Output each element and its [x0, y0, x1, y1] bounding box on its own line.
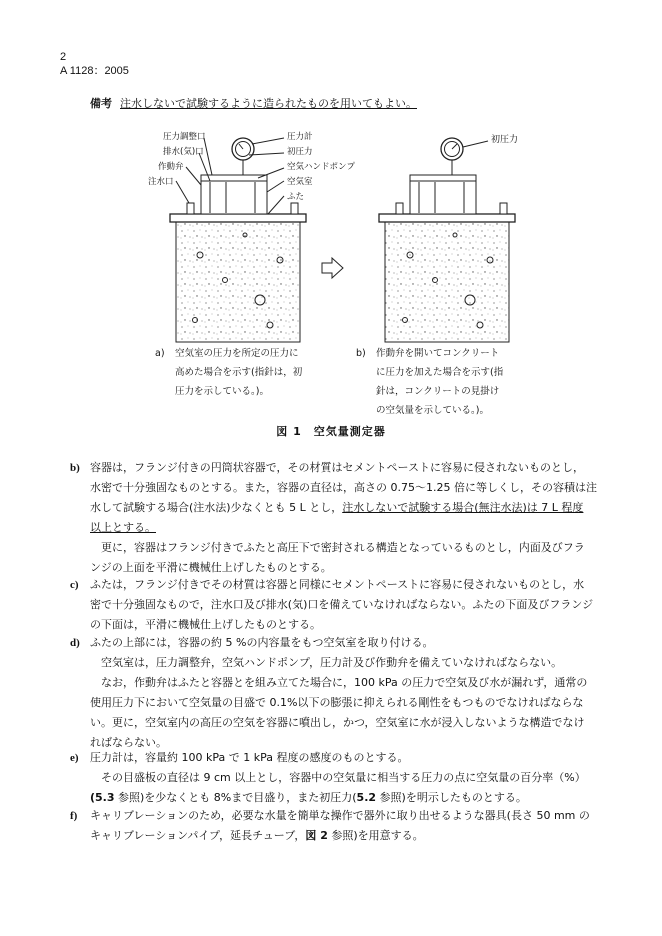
item-d-marker: d): [70, 637, 80, 649]
apparatus-drawing: [0, 0, 662, 440]
text-line: 水密で十分強固なものとする。また，容器の直径は，高さの 0.75〜1.25 倍に等しくし，その容積は注: [90, 481, 597, 494]
item-c-marker: c): [70, 579, 79, 591]
text-line: ふたは，フランジ付きでその材質は容器と同様にセメントペーストに容易に侵されないものとし，水: [90, 578, 585, 591]
text-line: (5.3 参照)を少なくとも 8%まで目盛り，また初圧力(5.2 参照)を明示したものとする。: [90, 791, 527, 804]
label-lid: ふた: [287, 192, 305, 202]
figure-title: 図 1 空気量測定器: [276, 425, 386, 438]
caption-b-line: 針は，コンクリートの見掛け: [376, 386, 500, 397]
text-line: 更に，容器はフランジ付きでふたと高圧下で密封される構造となっているものとし，内面及びフラ: [101, 541, 585, 554]
page-number: 2: [60, 51, 67, 63]
text-line: 水して試験する場合(注水法)少なくとも 5 L とし，注水しないで試験する場合(無注水法)は 7 L 程度: [90, 501, 584, 514]
label-air-chamber: 空気室: [287, 177, 313, 187]
standard-id: A 1128：2005: [60, 65, 129, 77]
text-line: なお，作動弁はふたと容器とを組み立てた場合に，100 kPa の圧力で空気及び水が漏れず，通常の: [101, 676, 588, 689]
caption-b-marker: b): [356, 348, 366, 359]
text-line: その目盛板の直径は 9 cm 以上とし，容器中の空気量に相当する圧力の点に空気量の百分率（%）: [101, 771, 586, 784]
underlined-text: 以上とする。: [90, 521, 156, 534]
apparatus-a: [170, 138, 306, 342]
apparatus-b: [379, 138, 515, 342]
label-pressure-gauge: 圧力計: [287, 132, 313, 142]
caption-b-line: 作動弁を開いてコンクリート: [376, 348, 500, 359]
text-line: 空気室は，圧力調整弁，空気ハンドポンプ，圧力計及び作動弁を備えていなければならない。: [101, 656, 563, 669]
text-line: 密で十分強固なもので，注水口及び排水(気)口を備えていなければならない。ふたの下面及びフランジ: [90, 598, 594, 611]
caption-a-line: 空気室の圧力を所定の圧力に: [175, 348, 299, 359]
item-e-marker: e): [70, 752, 79, 764]
item-d: [70, 633, 588, 753]
caption-a-marker: a): [155, 348, 165, 359]
underlined-text: 注水しないで試験する場合(無注水法)は 7 L 程度: [342, 501, 584, 514]
item-c: [70, 575, 594, 635]
note-label: 備考: [90, 97, 112, 110]
text-line: の下面は，平滑に機械仕上げしたものとする。: [90, 618, 321, 631]
text-line: い。更に，空気室内の高圧の空気を容器に噴出し，かつ，空気室に水が浸入しないような構造でなけ: [90, 716, 585, 729]
label-pressure-adjust-port: 圧力調整口: [163, 132, 206, 142]
label-water-inlet: 注水口: [148, 177, 174, 187]
text-line: ンジの上面を平滑に機械仕上げしたものとする。: [90, 561, 332, 574]
item-b: [70, 458, 597, 578]
item-f-marker: f): [70, 810, 78, 822]
caption-a-line: 圧力を示している。)。: [175, 386, 269, 397]
text-line: 使用圧力下において空気量の目盛で 0.1%以下の膨張に抑えられる剛性をもつものでなければならな: [90, 696, 584, 709]
item-f: [70, 806, 590, 846]
label-initial-pressure: 初圧力: [287, 147, 313, 157]
label-operating-valve: 作動弁: [158, 162, 184, 172]
item-e: [70, 748, 586, 808]
right-arrow-icon: [322, 258, 343, 278]
text-line: 圧力計は，容量約 100 kPa で 1 kPa 程度の感度のものとする。: [90, 751, 409, 764]
label-initial-pressure-b: 初圧力: [491, 135, 519, 145]
note-text: 注水しないで試験するように造られたものを用いてもよい。: [120, 97, 417, 110]
text-line: キャリブレーションパイプ，延長チューブ，図 2 参照)を用意する。: [90, 829, 424, 842]
figure-reference: 図 2: [305, 829, 328, 842]
text-line: ふたの上部には，容器の約 5 %の内容量をもつ空気室を取り付ける。: [90, 636, 434, 649]
caption-b-line: に圧力を加えた場合を示す(指: [376, 367, 504, 378]
caption-b-line: の空気量を示している。)。: [376, 405, 489, 416]
text-line: 容器は，フランジ付きの円筒状容器で，その材質はセメントペーストに容易に侵されないものとし，: [90, 461, 584, 474]
text-line: ればならない。: [90, 736, 167, 749]
text-line: キャリブレーションのため，必要な水量を簡単な操作で器外に取り出せるような器具(長さ 50 mm の: [90, 809, 590, 822]
label-air-hand-pump: 空気ハンドポンプ: [287, 162, 356, 172]
label-drain-port: 排水(気)口: [163, 147, 204, 157]
figure-1: [0, 0, 662, 440]
item-b-marker: b): [70, 462, 80, 474]
caption-a-line: 高めた場合を示す(指針は，初: [175, 367, 303, 378]
